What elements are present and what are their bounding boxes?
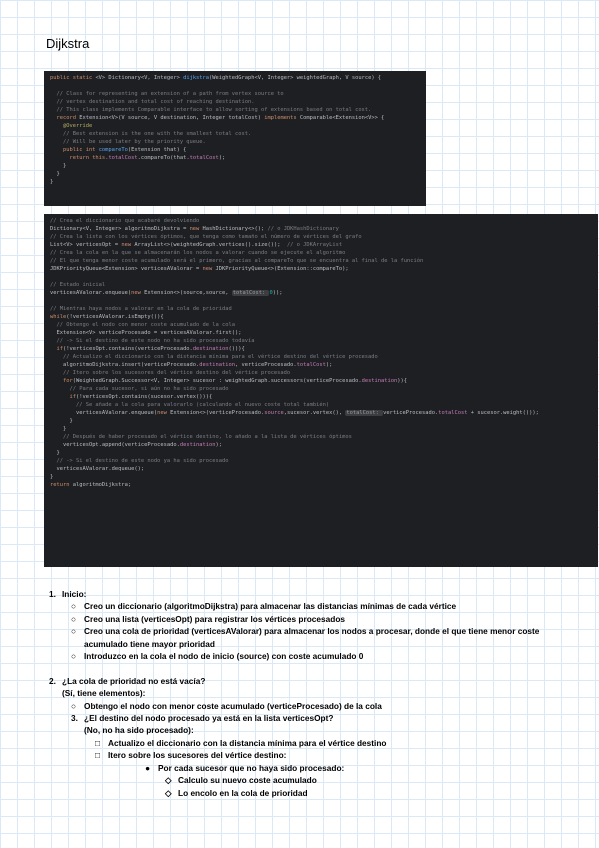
code-token: ));	[272, 290, 283, 296]
note-text: (Sí, tiene elementos):	[62, 688, 146, 699]
note-text: Lo encolo en la cola de prioridad	[178, 787, 308, 798]
code-token: // El que tenga menor coste acumulado será el primero, gracias al compareTo que se encuentra al final de la función	[50, 258, 424, 264]
note-item	[48, 712, 568, 724]
code-token: for	[50, 378, 73, 384]
code-token: // Estado inicial	[50, 282, 106, 288]
note-text: Calculo su nuevo coste acumulado	[178, 775, 317, 786]
code-token: verticesAValorar.enqueue(	[50, 410, 158, 416]
notes-list	[48, 588, 568, 799]
code-line	[50, 441, 592, 449]
code-line	[50, 273, 592, 281]
code-line	[50, 170, 420, 178]
code-token: implements	[264, 115, 300, 121]
code-token: // Crea la cola en la que se almacenarán los nodos a valorar cuando se ejecute el algoritmo	[50, 250, 346, 256]
code-line	[50, 329, 592, 337]
note-marker: ○	[71, 601, 77, 612]
code-line	[50, 114, 420, 122]
code-token: ArrayList<>(weightedGraph.vertices().size());	[134, 242, 287, 248]
code-token: .	[105, 155, 109, 161]
code-token: destination	[179, 442, 216, 448]
page-title: Dijkstra	[46, 36, 90, 51]
code-line	[50, 337, 592, 345]
code-line	[50, 385, 592, 393]
code-token: // Se añade a la cola para valorarlo (calculando el nuevo coste total también)	[50, 402, 330, 408]
code-token: destination	[192, 346, 229, 352]
code-token: // This class implements Comparable interface to allow sorting of extensions based on total cost.	[50, 107, 372, 113]
code-token: <V> Dictionary<V, Integer>	[95, 75, 184, 81]
code-token: if	[50, 394, 76, 400]
note-marker: 3.	[71, 713, 78, 724]
note-item	[48, 787, 568, 799]
code-line	[50, 233, 592, 241]
code-token: // Actualizo el diccionario con la distancia mínima para el vértice destino del vértice procesado	[50, 354, 378, 360]
code-token: Extension<>(verticeProcesado.	[170, 410, 265, 416]
code-token: (!verticesOpt.contains(verticeProcesado.	[62, 346, 193, 352]
code-token: HashDictionary<>();	[202, 226, 268, 232]
code-token: // Itero sobre los sucesores del vértice destino del vértice procesado	[50, 370, 291, 376]
note-text: Creo una cola de prioridad (verticesAValorar) para almacenar los nodos a procesar, donde el que tiene menor coste acumulado tiene mayor prioridad	[84, 626, 540, 649]
code-token: if	[50, 346, 63, 352]
note-marker: □	[95, 750, 101, 761]
code-token: .compareTo(that.	[137, 155, 190, 161]
code-token: }	[50, 450, 60, 456]
code-token: new	[131, 290, 145, 296]
code-token: // Mientras haya nodos a valorar en la cola de prioridad	[50, 306, 232, 312]
note-text: ¿La cola de prioridad no está vacía?	[62, 675, 206, 686]
note-text: Inicio:	[62, 589, 87, 599]
code-token: new	[202, 266, 216, 272]
code-token: // Best extension is the one with the smallest total cost.	[50, 131, 252, 137]
note-item	[48, 724, 568, 736]
code-token: }	[50, 171, 60, 177]
note-marker: 2.	[49, 675, 56, 686]
code-line	[50, 377, 592, 385]
note-text: Obtengo el nodo con menor coste acumulado (verticeProcesado) de la cola	[84, 700, 382, 711]
code-token: verticeProcesado.	[383, 410, 439, 416]
code-token: // -> Si el destino de este nodo ya ha sido procesado	[50, 458, 229, 464]
code-token: Extension<V>(V source, V destination, Integer totalCost)	[79, 115, 265, 121]
code-token: JDKPriorityQueue<Extension> verticesAValorar =	[50, 266, 203, 272]
code-line	[50, 417, 592, 425]
note-text: (No, no ha sido procesado):	[84, 725, 194, 736]
code-line	[50, 122, 420, 130]
code-line	[50, 178, 420, 186]
code-token: // Crea el diccionario que acabaré devolviendo	[50, 218, 200, 224]
code-token: , verticeProcesado.	[235, 362, 297, 368]
code-token: new	[189, 226, 203, 232]
code-token: totalCost	[438, 410, 468, 416]
code-token: public static	[50, 75, 96, 81]
note-item	[48, 625, 568, 650]
code-token: verticesAValorar.enqueue(	[50, 290, 132, 296]
code-line	[50, 154, 420, 162]
note-text: Actualizo el diccionario con la distancia mínima para el vértice destino	[108, 737, 387, 748]
code-token: // o JDKHashDictionary	[267, 226, 339, 232]
note-text: Itero sobre los sucesores del vértice destino:	[108, 750, 287, 761]
code-line	[50, 225, 592, 233]
code-line	[50, 409, 592, 417]
note-item	[48, 675, 568, 687]
code-token: // Crea la lista con los vértices óptimos, que tenga como tamaño el número de vértices del grafo	[50, 234, 362, 240]
note-item	[48, 613, 568, 625]
code-token: }	[50, 163, 67, 169]
code-line	[50, 369, 592, 377]
code-token: // Para cada sucesor, si aún no ha sido procesado	[50, 386, 229, 392]
code-token: 0	[269, 290, 273, 296]
code-token: destination	[361, 378, 398, 384]
code-token: (!verticesOpt.contains(sucesor.vertex())){	[75, 394, 213, 400]
note-item	[48, 662, 568, 674]
code-token: totalCost:	[232, 290, 269, 296]
code-token: // Después de haber procesado el vértice destino, lo añado a la lista de vértices óptimos	[50, 434, 352, 440]
code-token: new	[157, 410, 171, 416]
code-token: Comparable<Extension<V>> {	[299, 115, 385, 121]
note-marker: ○	[71, 613, 77, 624]
code-line	[50, 433, 592, 441]
note-item	[48, 774, 568, 786]
code-line	[50, 249, 592, 257]
code-line	[50, 313, 592, 321]
code-token: compareTo	[98, 147, 128, 153]
code-token: // -> Si el destino de este nodo no ha sido procesado todavía	[50, 338, 255, 344]
code-token: // Will be used later by the priority queue.	[50, 139, 206, 145]
code-line	[50, 281, 592, 289]
code-line	[50, 146, 420, 154]
code-token: algoritmoDijkstra.insert(verticeProcesado.	[50, 362, 200, 368]
note-item	[48, 749, 568, 761]
code-line	[50, 321, 592, 329]
code-line	[50, 473, 592, 481]
code-line	[50, 265, 592, 273]
code-token: source	[264, 410, 284, 416]
code-token: new	[121, 242, 135, 248]
code-line	[50, 401, 592, 409]
code-token: // o JDKArrayList	[286, 242, 343, 248]
code-line	[50, 393, 592, 401]
code-line	[50, 106, 420, 114]
code-line	[50, 305, 592, 313]
code-line	[50, 457, 592, 465]
code-line	[50, 361, 592, 369]
code-line	[50, 257, 592, 265]
note-marker: ○	[71, 626, 77, 637]
note-marker: ●	[145, 762, 151, 773]
code-token: + sucesor.weight()));	[467, 410, 539, 416]
code-token: );	[325, 362, 333, 368]
code-token: while	[50, 314, 67, 320]
code-token: return this	[50, 155, 106, 161]
note-text: Introduzco en la cola el nodo de inicio (source) con coste acumulado 0	[84, 651, 364, 662]
code-line	[50, 465, 592, 473]
code-token: totalCost	[189, 155, 219, 161]
code-token: totalCost	[296, 362, 326, 368]
code-token: ())){	[228, 346, 245, 352]
code-line	[50, 130, 420, 138]
code-token: JDKPriorityQueue<>(Extension::compareTo);	[215, 266, 349, 272]
code-token: Extension<>(source,source,	[144, 290, 232, 296]
code-token: }	[50, 474, 54, 480]
code-token: verticesOpt.append(verticeProcesado.	[50, 442, 180, 448]
code-token: (WeightedGraph<V, Integer> weightedGraph, V source) {	[209, 75, 382, 81]
code-token: List<V> verticesOpt =	[50, 242, 122, 248]
note-marker: □	[95, 737, 101, 748]
code-token: record	[50, 115, 80, 121]
code-token: verticesAValorar.dequeue();	[50, 466, 145, 472]
code-line	[50, 74, 420, 82]
code-token: // Class for representing an extension of a path from vertex source to	[50, 91, 284, 97]
code-block-dijkstra	[44, 214, 598, 567]
code-line	[50, 345, 592, 353]
code-line	[50, 241, 592, 249]
code-line	[50, 98, 420, 106]
note-text: Por cada sucesor que no haya sido procesado:	[158, 762, 345, 773]
code-token: );	[218, 155, 226, 161]
note-item	[48, 588, 568, 600]
code-token: Dictionary<V, Integer> algoritmoDijkstra =	[50, 226, 190, 232]
code-token: )){	[397, 378, 408, 384]
code-token: ,sucesor.vertex(),	[283, 410, 346, 416]
code-token: }	[50, 179, 54, 185]
code-token: );	[215, 442, 223, 448]
code-token: // Obtengo el nodo con menor coste acumulado de la cola	[50, 322, 235, 328]
code-line	[50, 425, 592, 433]
code-line	[50, 162, 420, 170]
code-token: return	[50, 482, 73, 488]
note-item	[48, 600, 568, 612]
code-token: destination	[199, 362, 235, 368]
note-marker: ◇	[165, 787, 172, 798]
note-marker: ○	[71, 651, 77, 662]
code-line	[50, 297, 592, 305]
note-text	[62, 663, 64, 673]
code-line	[50, 481, 592, 489]
code-line	[50, 217, 592, 225]
code-line	[50, 82, 420, 90]
note-text: Creo una lista (verticesOpt) para registrar los vértices procesados	[84, 613, 345, 624]
note-marker: ○	[71, 700, 77, 711]
code-token: totalCost	[108, 155, 138, 161]
note-marker: 1.	[49, 589, 56, 599]
code-token: // vertex destination and total cost of reaching destination.	[50, 99, 255, 105]
code-token: public int	[50, 147, 99, 153]
code-token: totalCost:	[346, 410, 383, 416]
note-item	[48, 700, 568, 712]
code-line	[50, 353, 592, 361]
code-token: algoritmoDijkstra;	[72, 482, 132, 488]
code-token: }	[50, 418, 73, 424]
code-line	[50, 449, 592, 457]
code-token: (!verticesAValorar.isEmpty()){	[66, 314, 164, 320]
code-token: (Extension that) {	[127, 147, 187, 153]
note-item	[48, 762, 568, 774]
code-token: }	[50, 426, 67, 432]
note-text: Creo un diccionario (algoritmoDijkstra) para almacenar las distancias mínimas de cada vértice	[84, 601, 457, 612]
code-token: @Override	[50, 123, 93, 129]
code-block-record	[44, 71, 426, 206]
code-line	[50, 90, 420, 98]
note-item	[48, 687, 568, 699]
code-line	[50, 138, 420, 146]
note-item	[48, 737, 568, 749]
note-marker: ◇	[165, 775, 172, 786]
code-token: (WeightedGraph.Successor<V, Integer> sucesor : weightedGraph.successors(verticeProcesado.	[72, 378, 362, 384]
code-token: dijkstra	[183, 75, 210, 81]
note-item	[48, 650, 568, 662]
note-text: ¿El destino del nodo procesado ya está en la lista verticesOpt?	[84, 713, 334, 724]
code-token: Extension<V> verticeProcesado = verticesAValorar.first();	[50, 330, 242, 336]
code-line	[50, 289, 592, 297]
